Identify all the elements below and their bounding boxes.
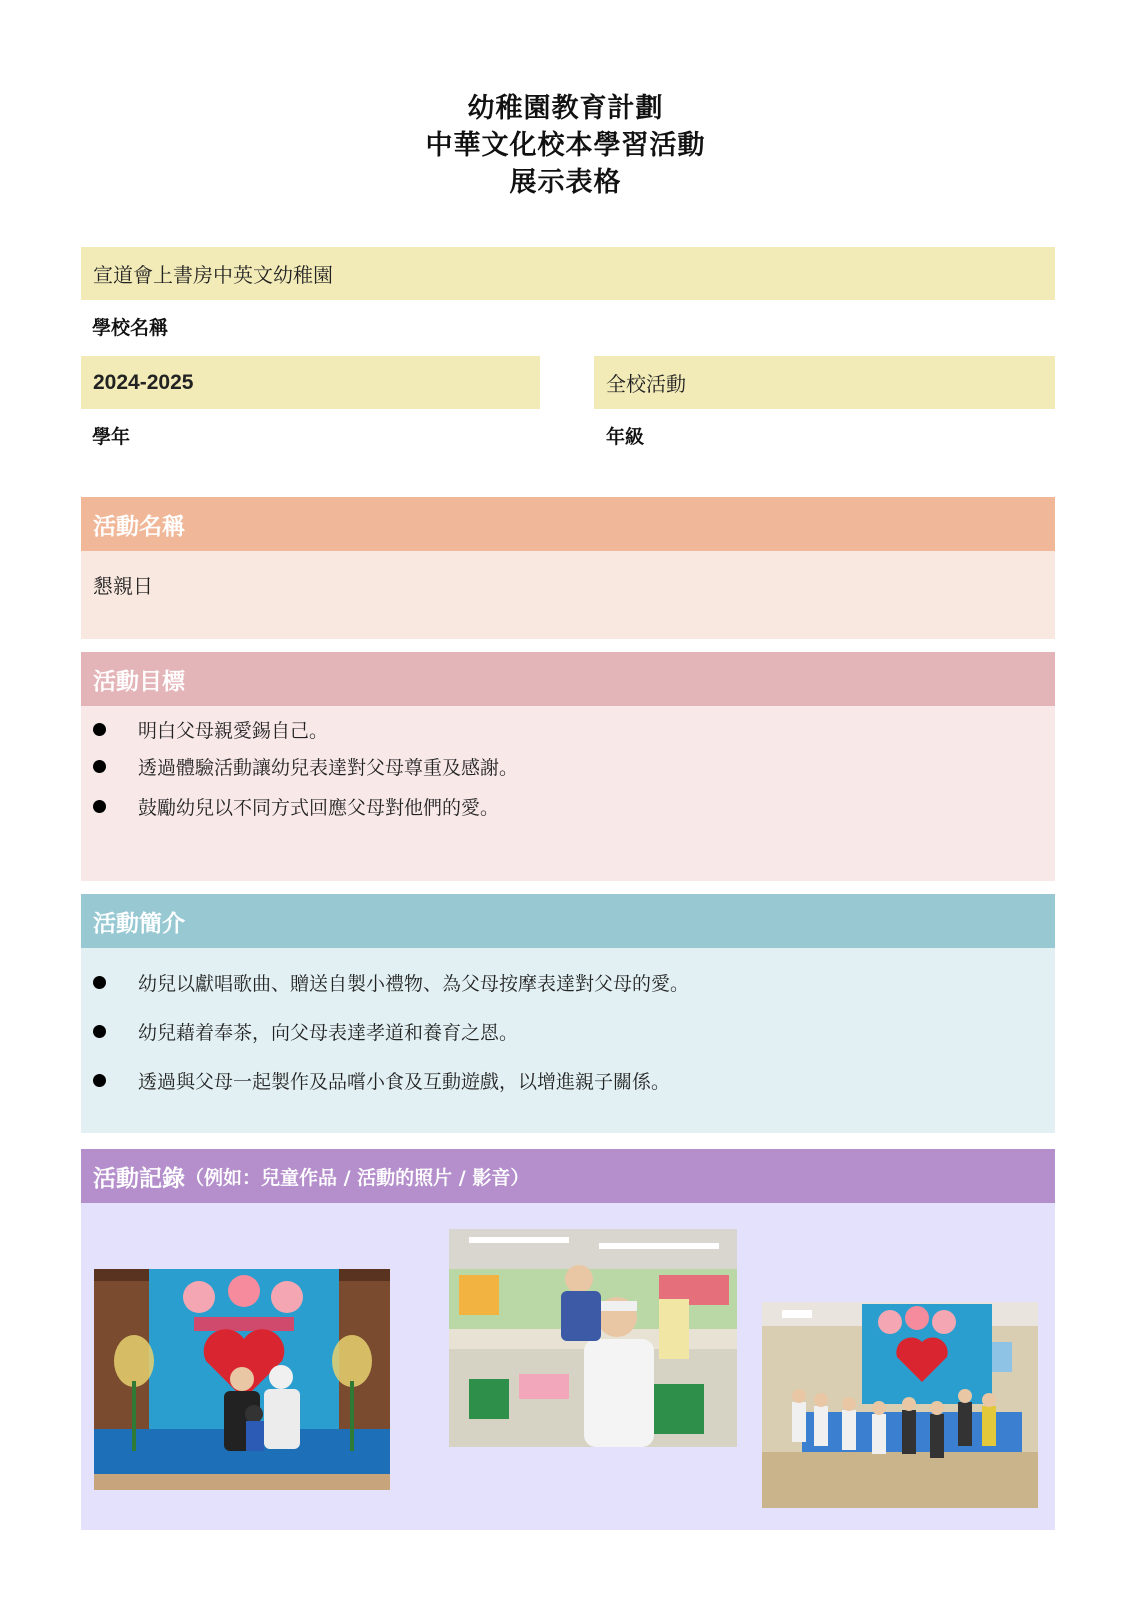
- bullet-icon: [93, 1074, 106, 1087]
- bullet-icon: [93, 760, 106, 773]
- records-heading: [81, 1149, 1055, 1203]
- introduction-text: 幼兒藉着奉茶，向父母表達孝道和養育之恩。: [138, 1022, 519, 1044]
- school-name-label: 學校名稱: [92, 317, 169, 339]
- records-body: [81, 1203, 1055, 1530]
- objective-item: [93, 716, 328, 743]
- school-name-field: [81, 247, 1055, 300]
- objective-text: 明白父母親愛錫自己。: [138, 720, 329, 742]
- school-name-value: 宣道會上書房中英文幼稚園: [93, 263, 333, 287]
- school-year-label: 學年: [92, 426, 131, 448]
- document-title: [0, 90, 1131, 201]
- records-heading-text: 活動記錄: [93, 1165, 185, 1192]
- bullet-icon: [93, 800, 106, 813]
- title-line-3: 展示表格: [509, 167, 622, 198]
- introduction-body: [81, 948, 1055, 1133]
- bullet-icon: [93, 1025, 106, 1038]
- introduction-item: [93, 969, 689, 996]
- activity-photo-1: [94, 1269, 390, 1490]
- title-line-1: 幼稚園教育計劃: [467, 93, 664, 124]
- objective-text: 透過體驗活動讓幼兒表達對父母尊重及感謝。: [138, 757, 519, 779]
- objective-item: [93, 793, 499, 820]
- objective-text: 鼓勵幼兒以不同方式回應父母對他們的愛。: [138, 797, 500, 819]
- school-year-value: 2024-2025: [93, 370, 194, 394]
- title-line-2: 中華文化校本學習活動: [425, 130, 706, 161]
- introduction-heading: [81, 894, 1055, 948]
- introduction-item: [93, 1067, 670, 1094]
- objectives-heading: [81, 652, 1055, 706]
- introduction-item: [93, 1018, 518, 1045]
- activity-name-heading-text: 活動名稱: [93, 513, 185, 540]
- introduction-text: 幼兒以獻唱歌曲、贈送自製小禮物、為父母按摩表達對父母的愛。: [138, 973, 690, 995]
- school-year-field: [81, 356, 540, 409]
- introduction-heading-text: 活動簡介: [93, 910, 185, 937]
- bullet-icon: [93, 976, 106, 989]
- records-heading-note: （例如：兒童作品 / 活動的照片 / 影音）: [185, 1166, 530, 1189]
- objectives-body: [81, 706, 1055, 881]
- activity-name-body: [81, 551, 1055, 639]
- activity-photo-2: [449, 1229, 737, 1447]
- objective-item: [93, 753, 518, 780]
- activity-name-heading: [81, 497, 1055, 551]
- grade-value: 全校活動: [606, 372, 686, 396]
- grade-field: [594, 356, 1055, 409]
- objectives-heading-text: 活動目標: [93, 668, 185, 695]
- activity-photo-3: [762, 1302, 1038, 1508]
- grade-label: 年級: [606, 426, 645, 448]
- activity-name-value: 懇親日: [93, 574, 153, 598]
- bullet-icon: [93, 723, 106, 736]
- introduction-text: 透過與父母一起製作及品嚐小食及互動遊戲，以增進親子關係。: [138, 1071, 671, 1093]
